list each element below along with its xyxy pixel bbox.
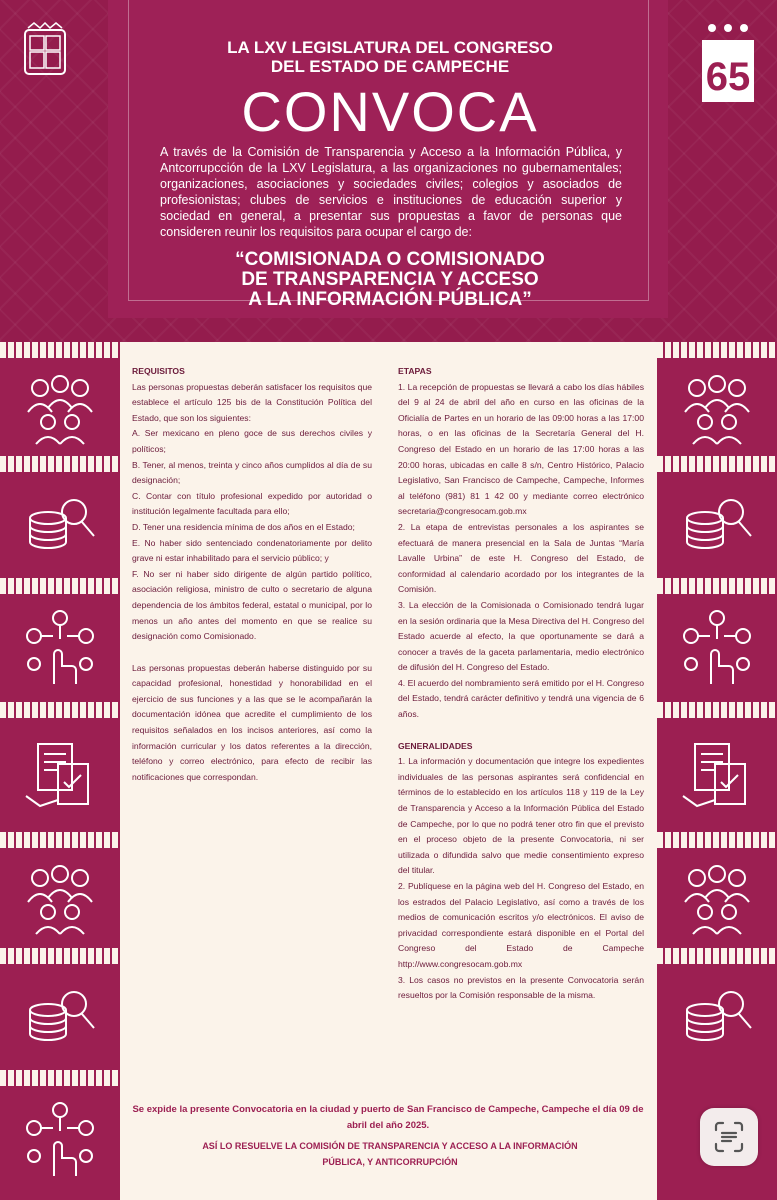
etapa-item: 2. La etapa de entrevistas personales a los aspirantes se efectuará de manera presencial en la Sala de Juntas “María Lavalle Urbina” de este H. Congreso del Estado, de conformidad al calendario acordado por los integrantes de la Comisión. [398, 521, 644, 595]
pattern-band [0, 342, 120, 358]
pattern-band [0, 702, 120, 718]
requisito-item: A. Ser mexicano en pleno goce de sus derechos civiles y políticos; [132, 428, 372, 454]
pattern-band [657, 832, 777, 848]
legislature-65-logo [702, 22, 754, 104]
requisitos-column [132, 364, 372, 785]
generalidad-item: 3. Los casos no previstos en la presente Convocatoria serán resueltos por la Comisión responsable de la misma. [398, 974, 644, 1001]
pattern-band [657, 578, 777, 594]
position-title: “COMISIONADA O COMISIONADO DE TRANSPARENCIA Y ACCESO A LA INFORMACIÓN PÚBLICA” [235, 249, 545, 310]
pattern-band [657, 948, 777, 964]
pattern-band [0, 948, 120, 964]
convoca-heading: CONVOCA [241, 80, 539, 143]
document-body [120, 342, 657, 1200]
pattern-band [0, 832, 120, 848]
left-icon-strip [0, 342, 120, 1200]
requisitos-heading: REQUISITOS [132, 366, 185, 376]
resolution-statement: ASÍ LO RESUELVE LA COMISIÓN DE TRANSPARENCIA Y ACCESO A LA INFORMACIÓN PÚBLICA, Y ANTICORRUPCIÓN [202, 1141, 578, 1167]
intro-paragraph: A través de la Comisión de Transparencia y Acceso a la Información Pública, y Antcorrupcción de la LXV Legislatura, a las organizaciones no gubernamentales; organizaciones, asociaciones y sociedades civiles; colegios y asociados de profesionistas; clubes de servicios e instituciones de educación superior y sociedad en general, a presentar sus propuestas a favor de personas que consideren reunir los requisitos para ocupar el cargo de: [160, 145, 622, 239]
network-hand-icon [18, 1098, 102, 1182]
people-group-icon [18, 856, 102, 940]
people-group-icon [675, 366, 759, 450]
requisitos-closing: Las personas propuestas deberán haberse distinguido por su capacidad profesional, honestidad y honorabilidad en el ejercicio de sus funciones y a las que se le acompañarán la documentación idónea que acredite el cumplimiento de los requisitos señalados en los incisos anteriores, así como la información curricular y los datos referentes a la dirección, teléfono y correo electrónico, para efecto de recibir las notificaciones que correspondan. [132, 662, 372, 782]
right-icon-strip [657, 342, 777, 1200]
pattern-band [0, 578, 120, 594]
etapas-heading: ETAPAS [398, 366, 432, 376]
panel-border-right [648, 0, 649, 300]
generalidad-item: 1. La información y documentación que integre los expedientes individuales de las personas aspirantes será confidencial en términos de lo establecido en los artículos 118 y 119 de la Ley de Transparencia y Acceso a la Información Pública del Estado de Campeche, por lo que no podrá tener otro fin que el previsto en el proceso objeto de la presente Convocatoria, ni ser utilizada o difundida salvo que medie consentimiento expreso del titular. [398, 756, 644, 876]
logo-number: 65 [705, 55, 751, 99]
coins-search-icon [675, 974, 759, 1058]
issuance-statement: Se expide la presente Convocatoria en la ciudad y puerto de San Francisco de Campeche, Campeche el día 09 de abril del año 2025. [132, 1104, 644, 1131]
pattern-band [657, 702, 777, 718]
coins-search-icon [675, 482, 759, 566]
requisito-item: C. Contar con título profesional expedido por autoridad o institución legalmente facultada para ello; [132, 490, 372, 517]
network-hand-icon [18, 606, 102, 690]
legislature-title: LA LXV LEGISLATURA DEL CONGRESO DEL ESTADO DE CAMPECHE [227, 38, 553, 76]
people-group-icon [18, 366, 102, 450]
documents-check-icon [675, 734, 759, 818]
pattern-band [0, 456, 120, 472]
text-scan-button[interactable] [700, 1108, 758, 1166]
panel-border-left [128, 0, 129, 300]
generalidad-item: 2. Publíquese en la página web del H. Congreso del Estado, en los estrados del Palacio Legislativo, así como a través de los medios de comunicación escritos y/o electrónicos. El aviso de privacidad correspondiente estará disponible en el Portal del Congreso del Estado de Campeche http://www.congresocam.gob.mx [398, 881, 644, 969]
etapa-item: 4. El acuerdo del nombramiento será emitido por el H. Congreso del Estado, tendrá carácter definitivo y tendrá una vigencia de 6 años. [398, 677, 644, 720]
etapa-item: 1. La recepción de propuestas se llevará a cabo los días hábiles del 9 al 24 de abril del año en curso en las oficinas de la Oficialía de Partes en un horario de las 09:00 horas a las 17:00 horas, o en las oficinas de la Secretaría General del H. Congreso del Estado en un horario de las 17:00 horas a las 20:00 horas, ubicadas en calle 8 s/n, Centro Histórico, Palacio Legislativo, San Francisco de Campeche, Campeche, Informes al teléfono (981) 81 1 42 00 y mediante correo electrónico secretaria@congresocam.gob.mx [398, 381, 644, 517]
scan-text-icon [700, 1108, 758, 1166]
requisito-item: D. Tener una residencia mínima de dos años en el Estado; [132, 521, 355, 532]
requisito-item: F. No ser ni haber sido dirigente de algún partido político, asociación religiosa, ministro de culto o secretario de alguna dependencia de los ámbitos federal, estatal o municipal, por lo menos un año antes del momento en que se realice su designación como Comisionado. [132, 568, 372, 642]
campeche-crest-icon [22, 22, 68, 78]
etapa-item: 3. La elección de la Comisionada o Comisionado tendrá lugar en la sesión ordinaria que la Mesa Directiva del H. Congreso del Estado acuerde al efecto, la que oportunamente se dará a conocer a través de la gaceta parlamentaria, medio electrónico de difusión del H. Congreso del Estado. [398, 599, 644, 673]
coins-search-icon [18, 974, 102, 1058]
documents-check-icon [18, 734, 102, 818]
network-hand-icon [675, 606, 759, 690]
people-group-icon [675, 856, 759, 940]
pattern-band [657, 342, 777, 358]
pattern-band [0, 1070, 120, 1086]
generalidades-heading: GENERALIDADES [398, 740, 473, 751]
requisito-item: B. Tener, al menos, treinta y cinco años cumplidos al día de su designación; [132, 459, 372, 486]
pattern-band [657, 456, 777, 472]
requisitos-intro: Las personas propuestas deberán satisfacer los requisitos que establece el artículo 125 bis de la Constitución Política del Estado, que son los siguientes: [132, 381, 372, 423]
etapas-column [398, 364, 644, 1004]
requisito-item: E. No haber sido sentenciado condenatoriamente por delito grave ni estar inhabilitado para el servicio público; y [132, 537, 372, 564]
coins-search-icon [18, 482, 102, 566]
